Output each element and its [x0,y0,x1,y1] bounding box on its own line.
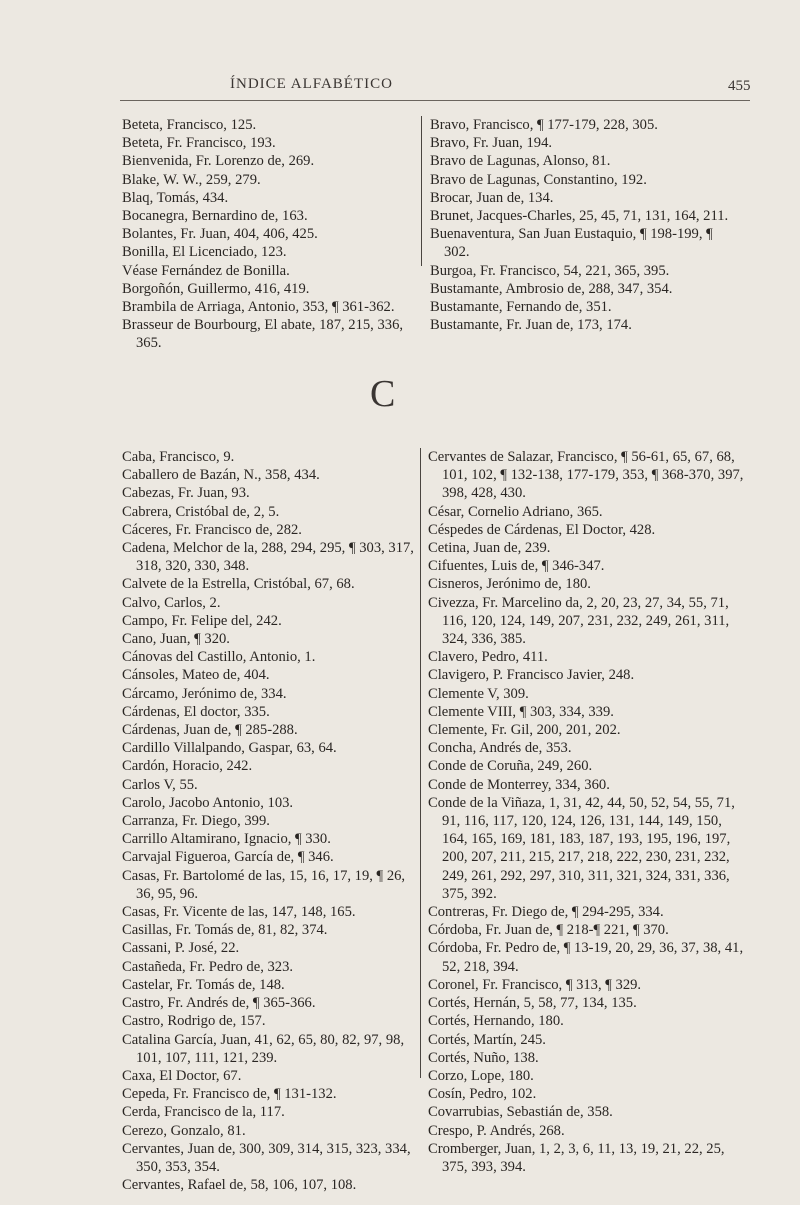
index-entry: Castelar, Fr. Tomás de, 148. [122,976,285,993]
index-entry: Cabrera, Cristóbal de, 2, 5. [122,503,280,520]
index-entry: Casas, Fr. Vicente de las, 147, 148, 165. [122,904,356,921]
index-entry: Córdoba, Fr. Juan de, ¶ 218-¶ 221, ¶ 370. [428,922,669,939]
index-entry: Bustamante, Ambrosio de, 288, 347, 354. [430,280,673,297]
index-entry: Cosín, Pedro, 102. [428,1086,537,1103]
index-entry: Beteta, Fr. Francisco, 193. [122,135,276,152]
index-entry: Casillas, Fr. Tomás de, 81, 82, 374. [122,922,328,939]
index-entry: Contreras, Fr. Diego de, ¶ 294-295, 334. [428,904,664,921]
index-entry: Cabezas, Fr. Juan, 93. [122,485,250,502]
index-entry: Cervantes, Juan de, 300, 309, 314, 315, 323, 334, 350, 353, 354. [122,1140,411,1175]
index-entry: Brocar, Juan de, 134. [430,189,554,206]
index-entry: Blake, W. W., 259, 279. [122,171,261,188]
index-entry: Córdoba, Fr. Pedro de, ¶ 13-19, 20, 29, 36, 37, 38, 41, 52, 218, 394. [428,940,744,975]
index-entry: César, Cornelio Adriano, 365. [428,503,603,520]
index-entry: Castro, Fr. Andrés de, ¶ 365-366. [122,995,316,1012]
index-entry: Campo, Fr. Felipe del, 242. [122,612,282,629]
index-entry: Bravo, Francisco, ¶ 177-179, 228, 305. [430,117,658,133]
index-entry: Cervantes, Rafael de, 58, 106, 107, 108. [122,1177,357,1194]
index-entry: Brunet, Jacques-Charles, 25, 45, 71, 131, 164, 211. [430,208,729,225]
index-entry: Civezza, Fr. Marcelino da, 2, 20, 23, 27, 34, 55, 71, 116, 120, 124, 149, 207, 231, 232, 249, 261, 311, 324, 336, 385. [428,594,730,648]
running-header: ÍNDICE ALFABÉTICO [230,76,393,92]
index-entry: Cárcamo, Jerónimo de, 334. [122,685,287,702]
index-entry: Cadena, Melchor de la, 288, 294, 295, ¶ 303, 317, 318, 320, 330, 348. [122,540,414,575]
index-entry: Bravo de Lagunas, Alonso, 81. [430,153,611,170]
index-entry: Covarrubias, Sebastián de, 358. [428,1104,613,1121]
index-entry: Cervantes de Salazar, Francisco, ¶ 56-61, 65, 67, 68, 101, 102, ¶ 132-138, 177-179, 353, ¶ 368-370, 397, 398, 428, 430. [428,449,744,502]
index-entry: Buenaventura, San Juan Eustaquio, ¶ 198-199, ¶ 302. [430,226,713,261]
index-entry: Calvete de la Estrella, Cristóbal, 67, 68. [122,576,355,593]
column-divider [421,116,422,266]
index-entry: Cano, Juan, ¶ 320. [122,631,230,648]
index-entry: Crespo, P. Andrés, 268. [428,1122,565,1139]
index-entry: Cepeda, Fr. Francisco de, ¶ 131-132. [122,1086,337,1103]
index-entry: Caballero de Bazán, N., 358, 434. [122,467,320,484]
index-entry: Clemente, Fr. Gil, 200, 201, 202. [428,722,621,739]
index-entry: Clemente VIII, ¶ 303, 334, 339. [428,703,614,720]
index-column-b-left [122,116,412,353]
index-entry: Bolantes, Fr. Juan, 404, 406, 425. [122,226,318,243]
index-column-c-left [122,448,414,1194]
index-entry: Cerezo, Gonzalo, 81. [122,1122,246,1139]
index-entry: Carolo, Jacobo Antonio, 103. [122,794,294,811]
index-entry: Caba, Francisco, 9. [122,449,235,465]
index-entry: Carrillo Altamirano, Ignacio, ¶ 330. [122,831,331,848]
index-entry: Burgoa, Fr. Francisco, 54, 221, 365, 395. [430,262,670,279]
index-entry: Cortés, Hernán, 5, 58, 77, 134, 135. [428,995,637,1012]
index-entry: Bonilla, El Licenciado, 123. [122,244,287,261]
index-entry: Corzo, Lope, 180. [428,1067,534,1084]
index-entry: Clavigero, P. Francisco Javier, 248. [428,667,635,684]
index-entry: Brasseur de Bourbourg, El abate, 187, 215, 336, 365. [122,317,404,352]
index-entry: Brambila de Arriaga, Antonio, 353, ¶ 361-362. [122,299,395,316]
index-entry: Carvajal Figueroa, García de, ¶ 346. [122,849,334,866]
index-entry: Clavero, Pedro, 411. [428,649,548,666]
index-entry: Cetina, Juan de, 239. [428,540,551,557]
index-entry: Borgoñón, Guillermo, 416, 419. [122,280,310,297]
index-entry: Bustamante, Fernando de, 351. [430,299,612,316]
index-entry: Carlos V, 55. [122,776,198,793]
index-entry: Cardillo Villalpando, Gaspar, 63, 64. [122,740,337,757]
index-entry: Bravo de Lagunas, Constantino, 192. [430,171,647,188]
index-entry: Coronel, Fr. Francisco, ¶ 313, ¶ 329. [428,976,642,993]
index-entry: Cortés, Hernando, 180. [428,1013,564,1030]
index-entry: Cárdenas, El doctor, 335. [122,703,270,720]
index-entry: Véase Fernández de Bonilla. [122,262,290,279]
index-entry: Catalina García, Juan, 41, 62, 65, 80, 82, 97, 98, 101, 107, 111, 121, 239. [122,1031,405,1066]
index-entry: Blaq, Tomás, 434. [122,189,229,206]
index-entry: Beteta, Francisco, 125. [122,117,257,133]
column-divider [420,448,421,1078]
index-entry: Castro, Rodrigo de, 157. [122,1013,266,1030]
index-entry: Cánovas del Castillo, Antonio, 1. [122,649,316,666]
index-entry: Cortés, Martín, 245. [428,1031,546,1048]
index-entry: Bienvenida, Fr. Lorenzo de, 269. [122,153,315,170]
index-entry: Cifuentes, Luis de, ¶ 346-347. [428,558,605,575]
index-entry: Conde de Coruña, 249, 260. [428,758,593,775]
page-number: 455 [728,78,751,94]
index-entry: Caxa, El Doctor, 67. [122,1067,242,1084]
index-entry: Cromberger, Juan, 1, 2, 3, 6, 11, 13, 19, 21, 22, 25, 375, 393, 394. [428,1140,725,1175]
index-entry: Cisneros, Jerónimo de, 180. [428,576,591,593]
section-letter-c: C [370,373,396,415]
index-entry: Cáceres, Fr. Francisco de, 282. [122,521,302,538]
index-entry: Cassani, P. José, 22. [122,940,240,957]
index-entry: Céspedes de Cárdenas, El Doctor, 428. [428,521,656,538]
index-entry: Cortés, Nuño, 138. [428,1049,539,1066]
index-entry: Castañeda, Fr. Pedro de, 323. [122,958,294,975]
index-entry: Clemente V, 309. [428,685,529,702]
index-entry: Cárdenas, Juan de, ¶ 285-288. [122,722,298,739]
index-entry: Bravo, Fr. Juan, 194. [430,135,553,152]
index-entry: Concha, Andrés de, 353. [428,740,572,757]
index-entry: Casas, Fr. Bartolomé de las, 15, 16, 17, 19, ¶ 26, 36, 95, 96. [122,867,406,902]
index-column-b-right [430,116,740,334]
index-entry: Cánsoles, Mateo de, 404. [122,667,270,684]
index-entry: Calvo, Carlos, 2. [122,594,221,611]
index-entry: Cerda, Francisco de la, 117. [122,1104,285,1121]
index-entry: Bocanegra, Bernardino de, 163. [122,208,308,225]
index-entry: Carranza, Fr. Diego, 399. [122,813,270,830]
index-entry: Cardón, Horacio, 242. [122,758,253,775]
index-column-c-right [428,448,744,1176]
index-entry: Conde de Monterrey, 334, 360. [428,776,610,793]
index-entry: Conde de la Viñaza, 1, 31, 42, 44, 50, 52, 54, 55, 71, 91, 116, 117, 120, 124, 126, 131, 144, 149, 150, 164, 165, 169, 181, 183, 187, 193, 195, 196, 197, 200, 207, 211, 215, 217, 218, 222, 230, 231, 232, 249, 261, 292, 297, 310, 311, 321, 324, 331, 336, 375, 392. [428,794,735,902]
index-entry: Bustamante, Fr. Juan de, 173, 174. [430,317,632,334]
header-rule [120,100,750,101]
